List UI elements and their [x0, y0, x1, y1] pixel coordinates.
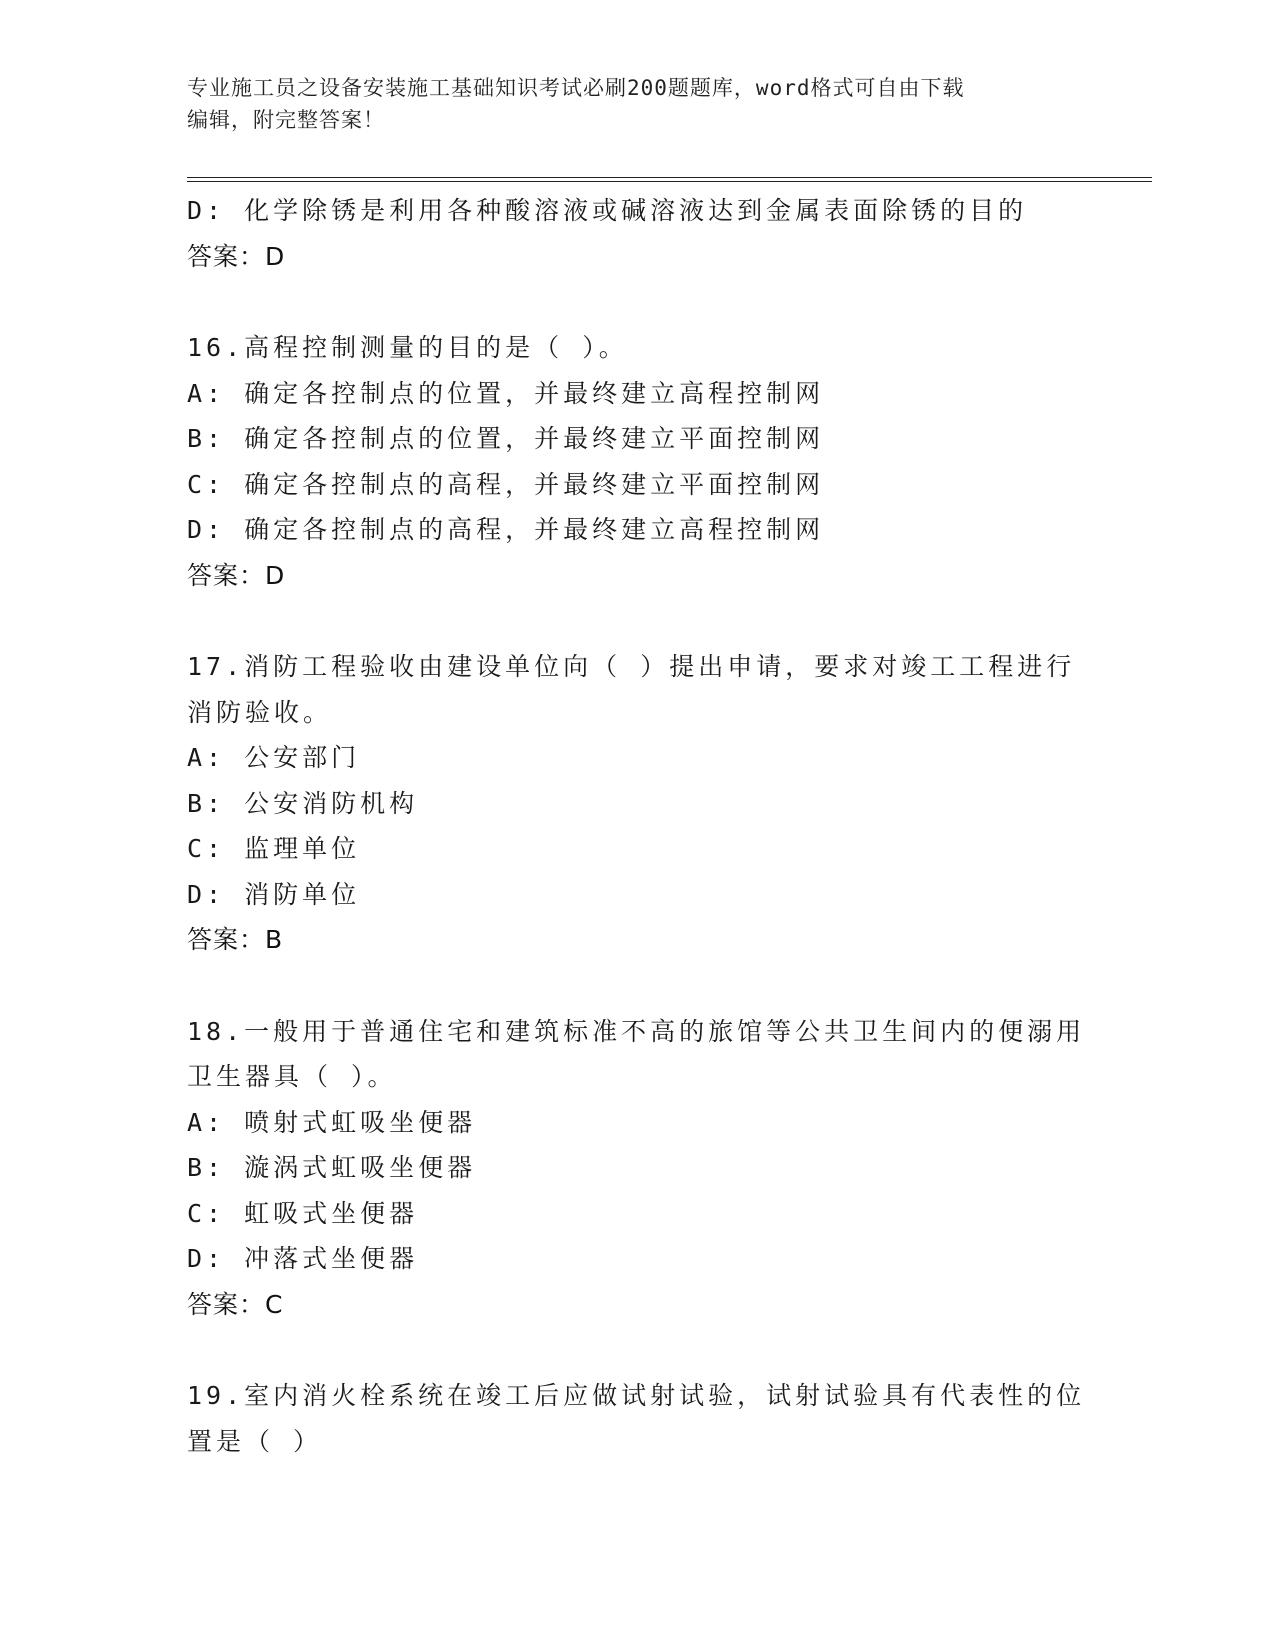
option-d: D: 确定各控制点的高程，并最终建立高程控制网 [187, 515, 825, 544]
option-a: A: 确定各控制点的位置，并最终建立高程控制网 [187, 378, 825, 408]
question-stem: 16.高程控制测量的目的是（ ）。 [187, 333, 628, 362]
question-stem-line-2: 消防验收。 [187, 697, 333, 727]
prev-answer: 答案：D [187, 241, 286, 271]
prev-option-d: D: 化学除锈是利用各种酸溶液或碱溶液达到金属表面除锈的目的 [187, 196, 1028, 225]
question-18 [187, 1009, 1087, 1328]
spacer [187, 963, 1087, 1009]
answer: 答案：B [187, 925, 284, 954]
question-19 [187, 1373, 1087, 1464]
option-c: C: 确定各控制点的高程，并最终建立平面控制网 [187, 469, 825, 499]
option-b: B: 公安消防机构 [187, 788, 419, 818]
header-divider-top [187, 177, 1152, 178]
option-c: C: 虹吸式坐便器 [187, 1198, 419, 1228]
answer: 答案：C [187, 1289, 284, 1319]
answer: 答案：D [187, 560, 286, 590]
question-list [187, 188, 1087, 1464]
document-header [187, 72, 1067, 136]
question-stem-line-2: 置是（ ） [187, 1426, 323, 1456]
question-17 [187, 644, 1087, 963]
question-stem-line-1: 17.消防工程验收由建设单位向（ ）提出申请，要求对竣工工程进行 [187, 652, 1076, 681]
spacer [187, 598, 1087, 644]
option-d: D: 冲落式坐便器 [187, 1244, 419, 1273]
option-d: D: 消防单位 [187, 879, 361, 909]
question-stem-line-1: 18.一般用于普通住宅和建筑标准不高的旅馆等公共卫生间内的便溺用 [187, 1016, 1086, 1046]
spacer [187, 1327, 1087, 1373]
question-16 [187, 325, 1087, 598]
option-a: A: 公安部门 [187, 743, 361, 772]
option-c: C: 监理单位 [187, 834, 361, 863]
option-a: A: 喷射式虹吸坐便器 [187, 1107, 477, 1137]
option-b: B: 漩涡式虹吸坐便器 [187, 1153, 477, 1182]
header-line-2: 编辑，附完整答案！ [187, 108, 385, 132]
spacer [187, 279, 1087, 325]
header-divider-bottom [187, 181, 1152, 182]
question-stem-line-1: 19.室内消火栓系统在竣工后应做试射试验，试射试验具有代表性的位 [187, 1381, 1086, 1410]
question-stem-line-2: 卫生器具（ ）。 [187, 1062, 397, 1091]
header-line-1: 专业施工员之设备安装施工基础知识考试必刷200题题库，word格式可自由下载 [187, 76, 965, 100]
option-b: B: 确定各控制点的位置，并最终建立平面控制网 [187, 424, 825, 453]
